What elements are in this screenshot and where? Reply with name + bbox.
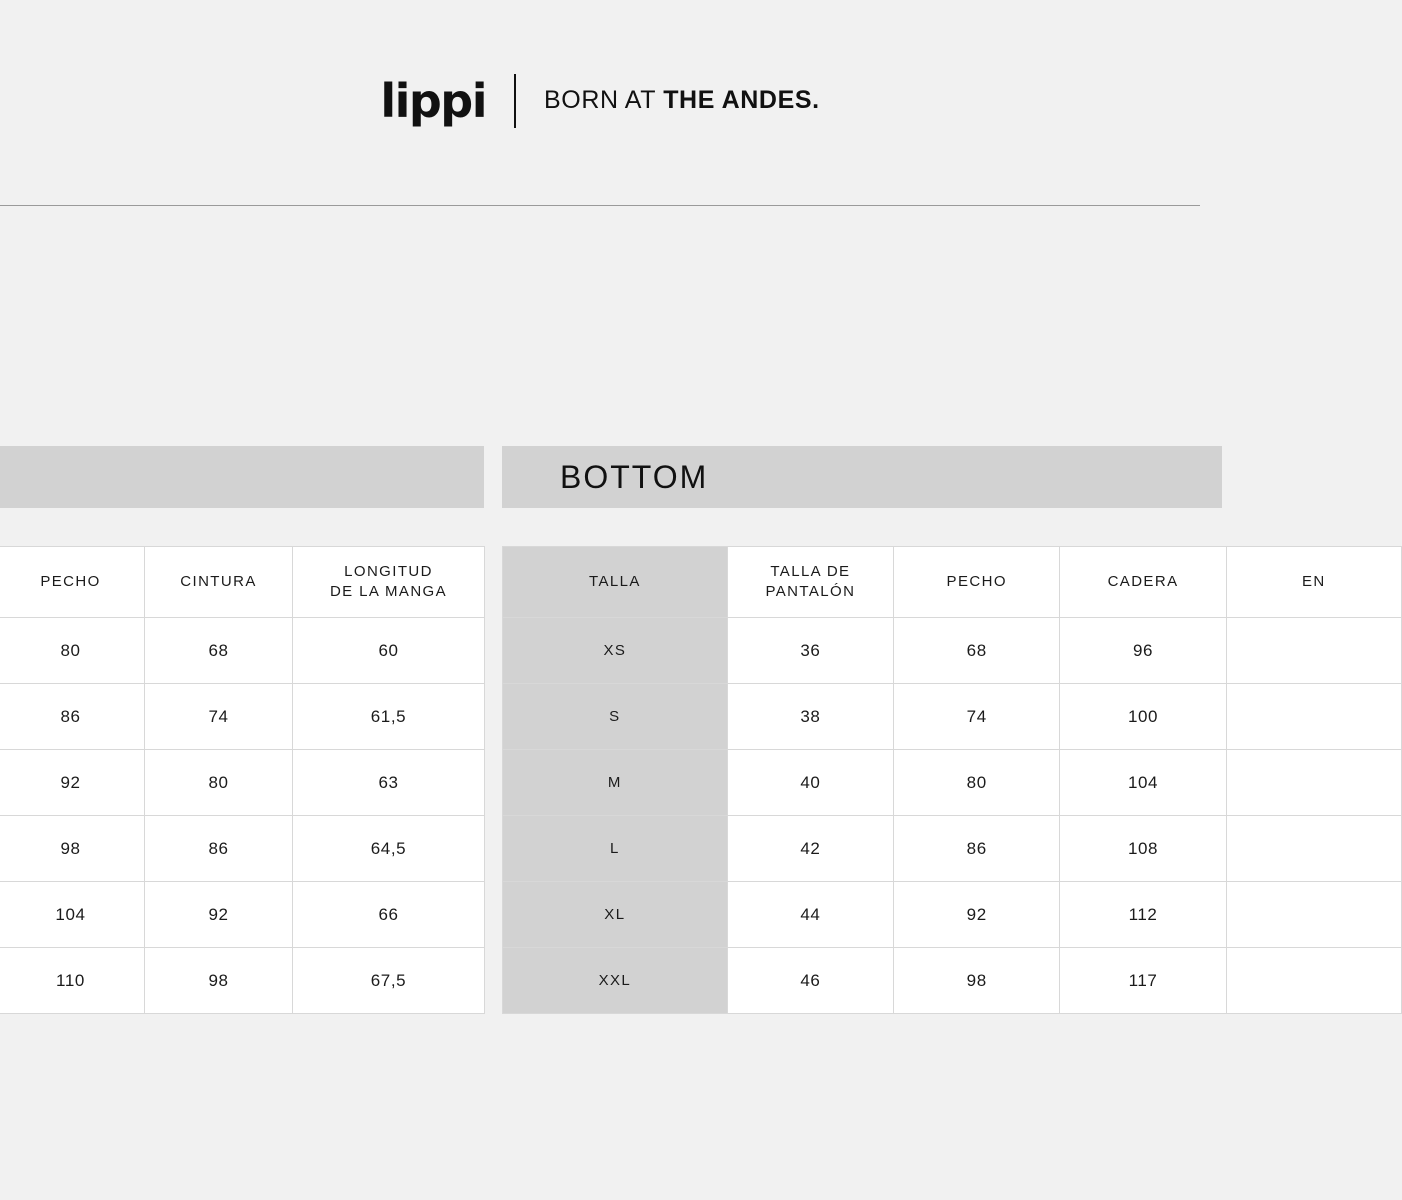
column-header-pecho: PECHO [0, 547, 145, 618]
cell-cadera: 100 [1060, 684, 1226, 750]
column-header-line-2: DE LA MANGA [329, 583, 448, 600]
table-row [503, 618, 1402, 684]
table-row [0, 882, 485, 948]
cell-cintura: 86 [145, 816, 293, 882]
size-chart-content [0, 206, 1326, 1200]
cell-longitud-manga: 63 [293, 750, 485, 816]
cell-cadera: 108 [1060, 816, 1226, 882]
column-header-talla-pantalon [727, 547, 893, 618]
column-header-line-1: TALLA DE [770, 562, 851, 580]
table-header-row [503, 547, 1402, 618]
table-row [0, 750, 485, 816]
brand-tagline-bold: THE ANDES. [663, 86, 820, 114]
cell-entrepierna [1226, 684, 1401, 750]
cell-size: S [503, 684, 728, 750]
cell-pecho: 98 [894, 948, 1060, 1014]
cell-entrepierna [1226, 618, 1401, 684]
cell-pecho: 110 [0, 948, 145, 1014]
table-row [503, 684, 1402, 750]
cell-talla-pantalon: 40 [727, 750, 893, 816]
column-header-talla: TALLA [503, 547, 728, 618]
table-row [503, 750, 1402, 816]
cell-cintura: 80 [145, 750, 293, 816]
size-table-bottom [502, 446, 1326, 1014]
cell-cintura: 74 [145, 684, 293, 750]
section-title-bar-bottom [502, 446, 1222, 508]
cell-longitud-manga: 61,5 [293, 684, 485, 750]
cell-entrepierna [1226, 882, 1401, 948]
cell-cadera: 117 [1060, 948, 1226, 1014]
cell-size: M [503, 750, 728, 816]
cell-talla-pantalon: 38 [727, 684, 893, 750]
table-top [0, 546, 485, 1014]
cell-cintura: 68 [145, 618, 293, 684]
cell-longitud-manga: 64,5 [293, 816, 485, 882]
table-row [0, 618, 485, 684]
column-header-cadera: CADERA [1060, 547, 1226, 618]
cell-pecho: 92 [894, 882, 1060, 948]
cell-cadera: 96 [1060, 618, 1226, 684]
cell-pecho: 86 [0, 684, 145, 750]
cell-entrepierna [1226, 948, 1401, 1014]
cell-pecho: 86 [894, 816, 1060, 882]
cell-longitud-manga: 66 [293, 882, 485, 948]
brand-lockup [380, 74, 819, 128]
cell-pecho: 104 [0, 882, 145, 948]
table-row [503, 948, 1402, 1014]
lippi-logo: lippi [380, 73, 486, 128]
cell-pecho: 92 [0, 750, 145, 816]
cell-entrepierna [1226, 816, 1401, 882]
brand-divider [514, 74, 516, 128]
table-bottom [502, 546, 1402, 1014]
cell-pecho: 68 [894, 618, 1060, 684]
cell-cadera: 104 [1060, 750, 1226, 816]
cell-pecho: 80 [0, 618, 145, 684]
cell-talla-pantalon: 36 [727, 618, 893, 684]
cell-pecho: 80 [894, 750, 1060, 816]
table-bottom-clip [502, 546, 1326, 1014]
cell-size: L [503, 816, 728, 882]
brand-tagline [544, 86, 820, 115]
column-header-entrepierna: EN [1226, 547, 1401, 618]
column-header-line-1: LONGITUD [344, 562, 433, 580]
cell-talla-pantalon: 44 [727, 882, 893, 948]
cell-pecho: 74 [894, 684, 1060, 750]
column-header-pecho: PECHO [894, 547, 1060, 618]
table-row [0, 816, 485, 882]
cell-talla-pantalon: 46 [727, 948, 893, 1014]
column-header-line-2: PANTALÓN [765, 583, 856, 600]
section-title-bottom: BOTTOM [560, 458, 709, 495]
cell-talla-pantalon: 42 [727, 816, 893, 882]
cell-cintura: 98 [145, 948, 293, 1014]
cell-size: XXL [503, 948, 728, 1014]
cell-longitud-manga: 67,5 [293, 948, 485, 1014]
table-row [0, 684, 485, 750]
cell-size: XS [503, 618, 728, 684]
cell-cintura: 92 [145, 882, 293, 948]
cell-size: XL [503, 882, 728, 948]
cell-longitud-manga: 60 [293, 618, 485, 684]
brand-tagline-light: BORN AT [544, 86, 664, 114]
cell-pecho: 98 [0, 816, 145, 882]
table-header-row [0, 547, 485, 618]
size-table-top [0, 446, 484, 1014]
table-row [503, 882, 1402, 948]
cell-cadera: 112 [1060, 882, 1226, 948]
table-row [503, 816, 1402, 882]
page-header [0, 0, 1200, 206]
cell-entrepierna [1226, 750, 1401, 816]
column-header-longitud-manga [293, 547, 485, 618]
column-header-cintura: CINTURA [145, 547, 293, 618]
table-row [0, 948, 485, 1014]
section-title-bar-top [0, 446, 484, 508]
